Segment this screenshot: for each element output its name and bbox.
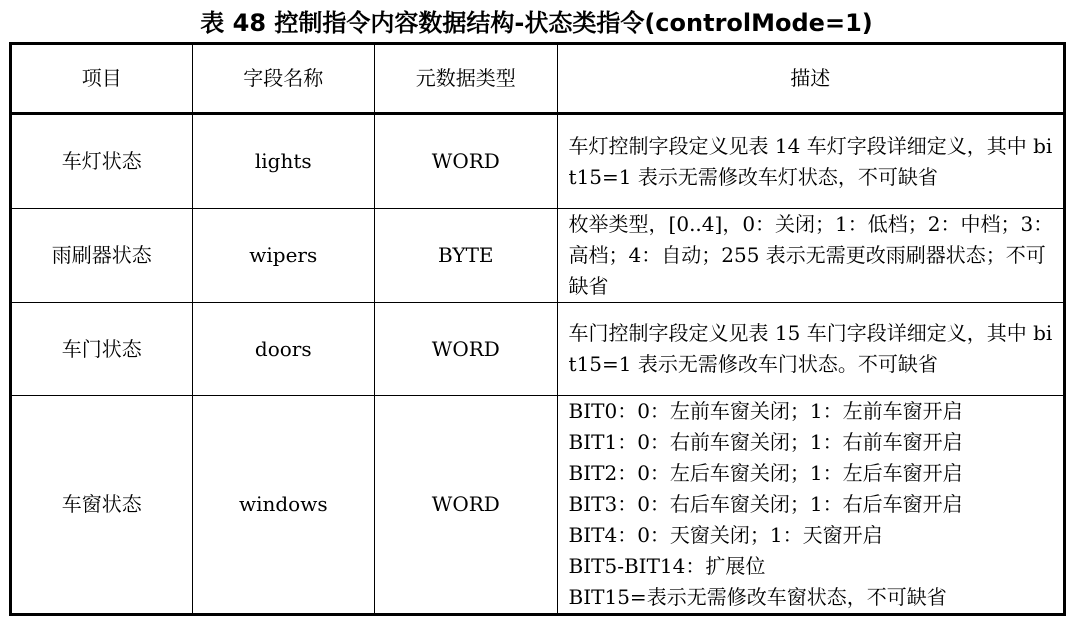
cell-description [557, 396, 1064, 615]
header-row [11, 44, 1065, 114]
description-line: BIT2：0：左后车窗关闭；1：左后车窗开启 [568, 461, 963, 485]
cell-description [557, 114, 1064, 209]
cell-item: 车灯状态 [11, 114, 193, 209]
header-item: 项目 [11, 44, 193, 114]
description-line: BIT15=表示无需修改车窗状态，不可缺省 [568, 585, 947, 609]
description-line: BIT4：0：天窗关闭；1：天窗开启 [568, 523, 883, 547]
cell-description [557, 209, 1064, 303]
cell-field: lights [192, 114, 375, 209]
table-row [11, 114, 1065, 209]
table-caption: 表 48 控制指令内容数据结构-状态类指令(controlMode=1) [200, 9, 873, 37]
control-status-table [9, 42, 1066, 616]
description-line: BIT5-BIT14：扩展位 [568, 554, 766, 578]
table-row [11, 303, 1065, 396]
cell-item: 雨刷器状态 [11, 209, 193, 303]
table-row [11, 396, 1065, 615]
header-field-name: 字段名称 [192, 44, 375, 114]
description-text: 车灯控制字段定义见表 14 车灯字段详细定义，其中 bit15=1 表示无需修改车灯状态，不可缺省 [568, 133, 1053, 189]
cell-field: doors [192, 303, 375, 396]
description-line: BIT3：0：右后车窗关闭；1：右后车窗开启 [568, 492, 963, 516]
table-row [11, 209, 1065, 303]
description-line: BIT0：0：左前车窗关闭；1：左前车窗开启 [568, 399, 963, 423]
header-description: 描述 [557, 44, 1064, 114]
description-text: 枚举类型，[0..4]，0：关闭；1：低档；2：中档；3：高档；4：自动；255 表示无需更改雨刷器状态；不可缺省 [568, 212, 1054, 298]
cell-type: WORD [375, 303, 558, 396]
cell-field: wipers [192, 209, 375, 303]
description-text: 车门控制字段定义见表 15 车门字段详细定义，其中 bit15=1 表示无需修改车门状态。不可缺省 [568, 321, 1053, 376]
cell-type: WORD [375, 114, 558, 209]
cell-description [557, 303, 1064, 396]
description-line: BIT1：0：右前车窗关闭；1：右前车窗开启 [568, 430, 963, 454]
cell-type: WORD [375, 396, 558, 615]
cell-field: windows [192, 396, 375, 615]
cell-type: BYTE [375, 209, 558, 303]
cell-item: 车窗状态 [11, 396, 193, 615]
cell-item: 车门状态 [11, 303, 193, 396]
header-data-type: 元数据类型 [375, 44, 558, 114]
